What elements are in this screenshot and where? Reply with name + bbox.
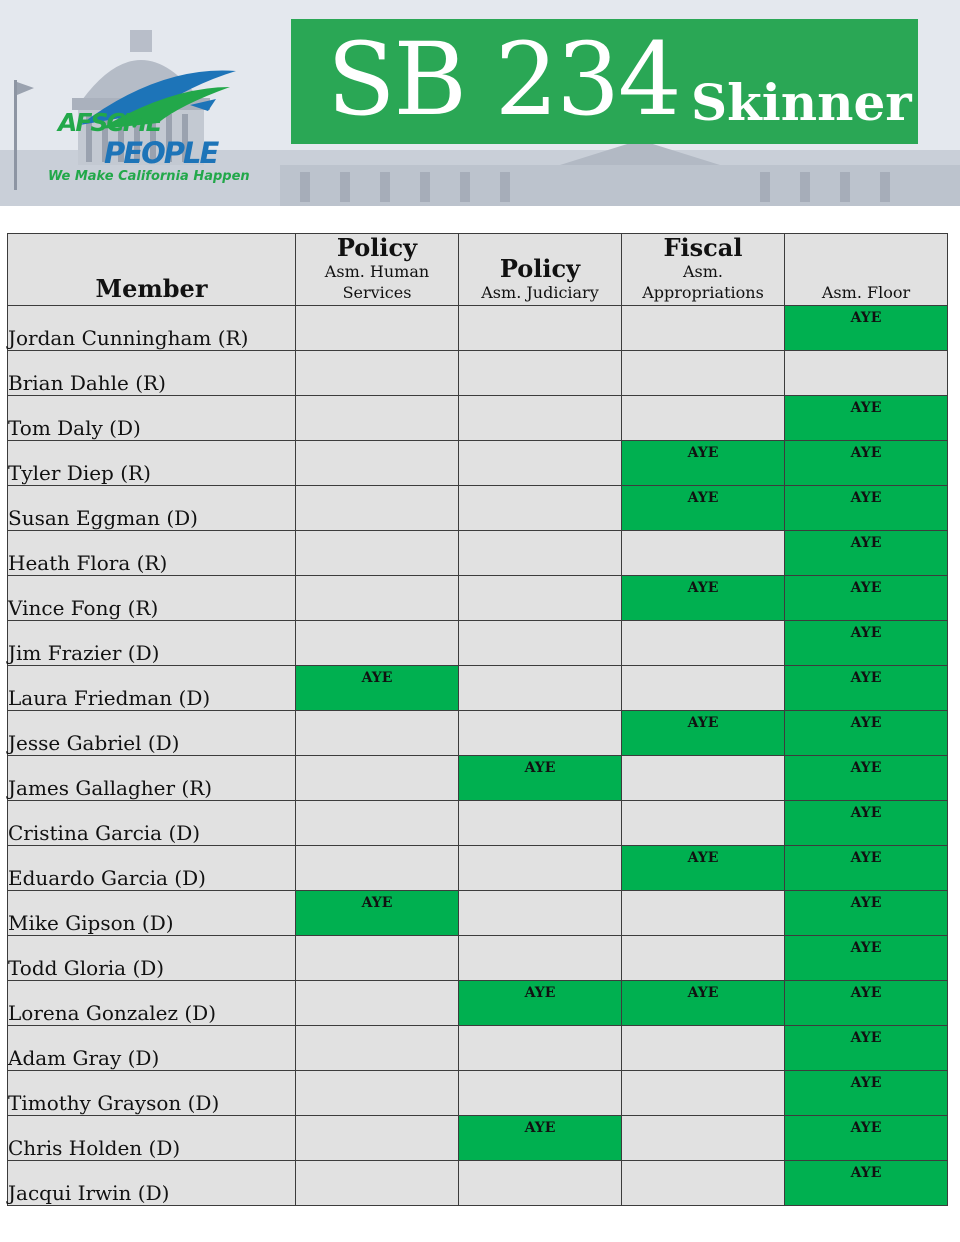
vote-cell-aye <box>785 396 948 441</box>
vote-cell-empty <box>459 531 622 576</box>
vote-table-body <box>8 306 948 1206</box>
vote-cell-empty <box>622 1026 785 1071</box>
vote-cell-empty <box>459 1026 622 1071</box>
vote-cell-empty <box>296 846 459 891</box>
member-name: Mike Gipson (D) <box>8 891 296 936</box>
vote-cell-aye <box>459 756 622 801</box>
vote-cell-empty <box>622 396 785 441</box>
vote-cell-aye <box>622 981 785 1026</box>
vote-cell-aye <box>785 306 948 351</box>
header-floor <box>785 234 948 306</box>
vote-cell-aye <box>785 621 948 666</box>
table-row <box>8 711 948 756</box>
vote-cell-empty <box>459 441 622 486</box>
member-name: Laura Friedman (D) <box>8 666 296 711</box>
vote-cell-aye <box>785 936 948 981</box>
vote-label: AYE <box>850 850 882 866</box>
vote-label: AYE <box>687 850 719 866</box>
table-row <box>8 981 948 1026</box>
vote-cell-empty <box>622 756 785 801</box>
header-banner <box>0 0 960 206</box>
vote-label: AYE <box>361 670 393 686</box>
vote-cell-empty <box>296 441 459 486</box>
vote-cell-empty <box>296 711 459 756</box>
header-policy-judiciary <box>459 234 622 306</box>
header-committee-label: Asm. Human Services <box>324 262 430 302</box>
vote-cell-aye <box>785 666 948 711</box>
vote-cell-empty <box>296 1161 459 1206</box>
table-header-row <box>8 234 948 306</box>
member-name: Eduardo Garcia (D) <box>8 846 296 891</box>
member-name: Jesse Gabriel (D) <box>8 711 296 756</box>
header-fiscal-label: Fiscal <box>663 233 743 262</box>
header-policy-human-services <box>296 234 459 306</box>
vote-label: AYE <box>850 490 882 506</box>
member-name: Chris Holden (D) <box>8 1116 296 1161</box>
table-row <box>8 756 948 801</box>
vote-label: AYE <box>687 985 719 1001</box>
vote-label: AYE <box>850 940 882 956</box>
vote-label: AYE <box>850 400 882 416</box>
bill-title-box <box>291 19 918 144</box>
member-name: Tom Daly (D) <box>8 396 296 441</box>
vote-label: AYE <box>850 1165 882 1181</box>
vote-cell-empty <box>459 936 622 981</box>
vote-label: AYE <box>850 715 882 731</box>
vote-label: AYE <box>850 445 882 461</box>
vote-cell-aye <box>785 531 948 576</box>
vote-cell-empty <box>622 666 785 711</box>
table-row <box>8 531 948 576</box>
vote-cell-empty <box>296 1026 459 1071</box>
vote-label: AYE <box>850 625 882 641</box>
vote-cell-empty <box>296 981 459 1026</box>
table-row <box>8 486 948 531</box>
header-committee-label: Asm. Judiciary <box>481 283 599 302</box>
vote-cell-empty <box>622 306 785 351</box>
vote-cell-empty <box>459 711 622 756</box>
vote-cell-empty <box>622 801 785 846</box>
vote-label: AYE <box>850 310 882 326</box>
bill-author: Skinner <box>691 73 912 132</box>
member-name: Susan Eggman (D) <box>8 486 296 531</box>
vote-label: AYE <box>850 535 882 551</box>
vote-cell-aye <box>622 441 785 486</box>
vote-cell-empty <box>622 1116 785 1161</box>
header-fiscal-appropriations <box>622 234 785 306</box>
vote-cell-aye <box>296 666 459 711</box>
vote-cell-empty <box>459 846 622 891</box>
vote-cell-aye <box>785 756 948 801</box>
vote-cell-aye <box>785 486 948 531</box>
member-name: James Gallagher (R) <box>8 756 296 801</box>
vote-cell-empty <box>296 531 459 576</box>
vote-cell-empty <box>459 576 622 621</box>
header-policy-label: Policy <box>499 254 581 283</box>
vote-cell-empty <box>622 621 785 666</box>
table-row <box>8 1116 948 1161</box>
vote-cell-aye <box>622 711 785 756</box>
vote-cell-aye <box>785 576 948 621</box>
vote-label: AYE <box>524 1120 556 1136</box>
vote-cell-aye <box>785 981 948 1026</box>
vote-cell-aye <box>622 846 785 891</box>
vote-cell-empty <box>296 1071 459 1116</box>
member-name: Cristina Garcia (D) <box>8 801 296 846</box>
table-row <box>8 441 948 486</box>
vote-cell-empty <box>459 666 622 711</box>
vote-cell-empty <box>296 486 459 531</box>
vote-cell-empty <box>622 1071 785 1116</box>
logo-afscme-text: AFSCME <box>58 108 161 137</box>
table-row <box>8 621 948 666</box>
vote-cell-aye <box>459 981 622 1026</box>
vote-cell-empty <box>296 801 459 846</box>
logo-tagline: We Make California Happen <box>48 169 250 184</box>
table-row <box>8 306 948 351</box>
vote-label: AYE <box>524 985 556 1001</box>
vote-label: AYE <box>687 445 719 461</box>
header-member-label: Member <box>95 274 208 303</box>
member-name: Lorena Gonzalez (D) <box>8 981 296 1026</box>
vote-label: AYE <box>687 490 719 506</box>
vote-cell-aye <box>785 1116 948 1161</box>
vote-cell-aye <box>785 1071 948 1116</box>
bill-number: SB 234 <box>327 21 680 138</box>
vote-cell-empty <box>459 891 622 936</box>
vote-cell-empty <box>459 801 622 846</box>
vote-cell-empty <box>296 936 459 981</box>
vote-cell-empty <box>459 306 622 351</box>
vote-cell-aye <box>785 1161 948 1206</box>
vote-cell-aye <box>459 1116 622 1161</box>
vote-cell-aye <box>785 846 948 891</box>
vote-cell-empty <box>459 1161 622 1206</box>
vote-cell-aye <box>785 1026 948 1071</box>
header-committee-label: Asm. Appropriations <box>642 262 764 302</box>
vote-cell-aye <box>785 441 948 486</box>
vote-label: AYE <box>850 580 882 596</box>
vote-cell-empty <box>296 621 459 666</box>
vote-cell-empty <box>459 486 622 531</box>
vote-cell-empty <box>296 351 459 396</box>
vote-cell-empty <box>296 306 459 351</box>
table-row <box>8 666 948 711</box>
vote-label: AYE <box>850 1075 882 1091</box>
vote-cell-aye <box>785 891 948 936</box>
vote-cell-empty <box>622 531 785 576</box>
vote-label: AYE <box>850 985 882 1001</box>
table-row <box>8 576 948 621</box>
vote-label: AYE <box>524 760 556 776</box>
member-name: Jordan Cunningham (R) <box>8 306 296 351</box>
table-row <box>8 846 948 891</box>
vote-label: AYE <box>850 1030 882 1046</box>
member-name: Timothy Grayson (D) <box>8 1071 296 1116</box>
vote-label: AYE <box>361 895 393 911</box>
member-name: Tyler Diep (R) <box>8 441 296 486</box>
table-row <box>8 351 948 396</box>
vote-cell-empty <box>622 891 785 936</box>
vote-cell-empty <box>296 756 459 801</box>
vote-table <box>7 233 948 1206</box>
table-row <box>8 1071 948 1116</box>
vote-label: AYE <box>687 580 719 596</box>
table-row <box>8 801 948 846</box>
member-name: Vince Fong (R) <box>8 576 296 621</box>
member-name: Adam Gray (D) <box>8 1026 296 1071</box>
logo-people-text: PEOPLE <box>104 136 218 170</box>
vote-cell-aye <box>785 801 948 846</box>
vote-label: AYE <box>850 1120 882 1136</box>
vote-label: AYE <box>687 715 719 731</box>
member-name: Jacqui Irwin (D) <box>8 1161 296 1206</box>
vote-cell-aye <box>296 891 459 936</box>
vote-label: AYE <box>850 805 882 821</box>
vote-cell-empty <box>296 576 459 621</box>
table-row <box>8 1161 948 1206</box>
vote-cell-empty <box>622 936 785 981</box>
member-name: Jim Frazier (D) <box>8 621 296 666</box>
table-row <box>8 891 948 936</box>
vote-label: AYE <box>850 760 882 776</box>
vote-cell-empty <box>296 1116 459 1161</box>
table-row <box>8 1026 948 1071</box>
vote-cell-empty <box>622 351 785 396</box>
header-member <box>8 234 296 306</box>
vote-cell-empty <box>459 351 622 396</box>
vote-cell-empty <box>459 396 622 441</box>
member-name: Heath Flora (R) <box>8 531 296 576</box>
table-row <box>8 396 948 441</box>
vote-cell-aye <box>785 711 948 756</box>
member-name: Todd Gloria (D) <box>8 936 296 981</box>
vote-label: AYE <box>850 670 882 686</box>
vote-cell-aye <box>622 486 785 531</box>
header-policy-label: Policy <box>336 233 418 262</box>
vote-cell-empty <box>785 351 948 396</box>
vote-cell-empty <box>459 621 622 666</box>
vote-label: AYE <box>850 895 882 911</box>
table-row <box>8 936 948 981</box>
header-committee-label: Asm. Floor <box>821 283 911 302</box>
vote-cell-empty <box>296 396 459 441</box>
afscme-people-logo <box>40 65 280 195</box>
vote-cell-aye <box>622 576 785 621</box>
member-name: Brian Dahle (R) <box>8 351 296 396</box>
vote-cell-empty <box>459 1071 622 1116</box>
vote-cell-empty <box>622 1161 785 1206</box>
